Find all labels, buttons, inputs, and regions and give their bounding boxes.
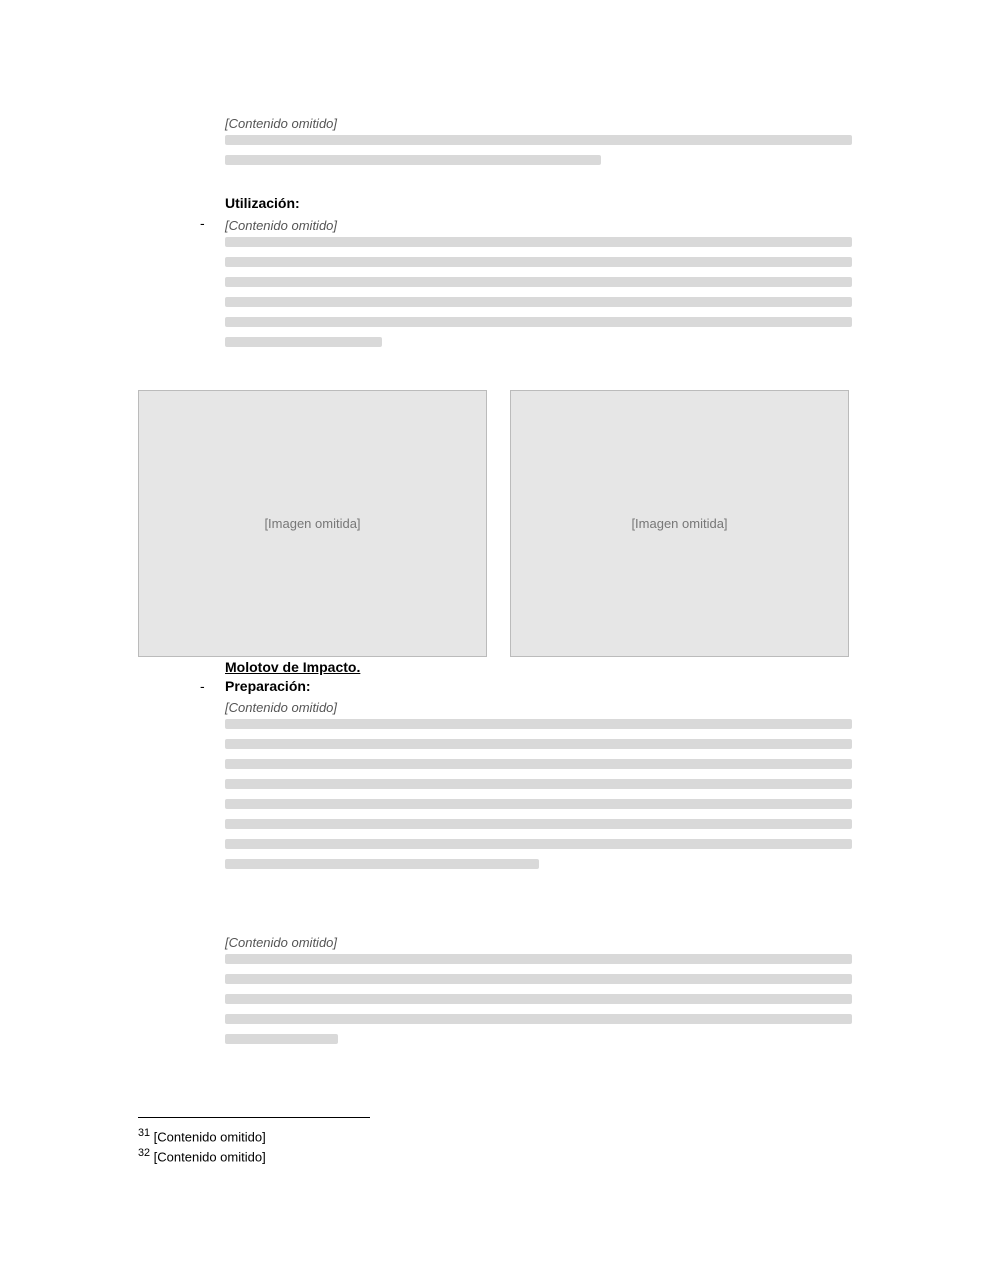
photo-image-placeholder: [Imagen omitida] [510,390,849,657]
redacted-line [225,954,852,964]
paragraph-utilizacion: [Contenido omitido] [225,218,852,357]
redacted-line [225,739,852,749]
redacted-line [225,719,852,729]
redacted-line [225,859,539,869]
redacted-line [225,237,852,247]
paragraph-efectos: [Contenido omitido] [225,935,852,1054]
redacted-line [225,337,382,347]
paragraph-preparacion: [Contenido omitido] [225,700,852,879]
redacted-line [225,155,601,165]
redacted-line [225,317,852,327]
footnote-31: $^{31}$ [Contenido omitido] [138,1127,266,1145]
redacted-line [225,759,852,769]
redacted-line [225,297,852,307]
redacted-line [225,799,852,809]
bullet-dash: - [200,215,205,231]
section-heading: Molotov de Impacto. [225,659,361,675]
redacted-line [225,277,852,287]
redacted-line [225,1014,852,1024]
bullet-dash: - [200,678,205,694]
redacted-line [225,974,852,984]
redacted-line [225,257,852,267]
diagram-image-placeholder: [Imagen omitida] [138,390,487,657]
paragraph-step-3: [Contenido omitido] [225,116,852,175]
redacted-line [225,819,852,829]
footnote-32: $^{32}$ [Contenido omitido] [138,1147,266,1165]
utilizacion-heading: Utilización: [225,195,300,211]
redacted-line [225,1034,338,1044]
redacted-line [225,135,852,145]
footnote-separator [138,1117,370,1118]
redacted-line [225,994,852,1004]
redacted-line [225,839,852,849]
redacted-line [225,779,852,789]
preparacion-heading: Preparación: [225,678,311,694]
